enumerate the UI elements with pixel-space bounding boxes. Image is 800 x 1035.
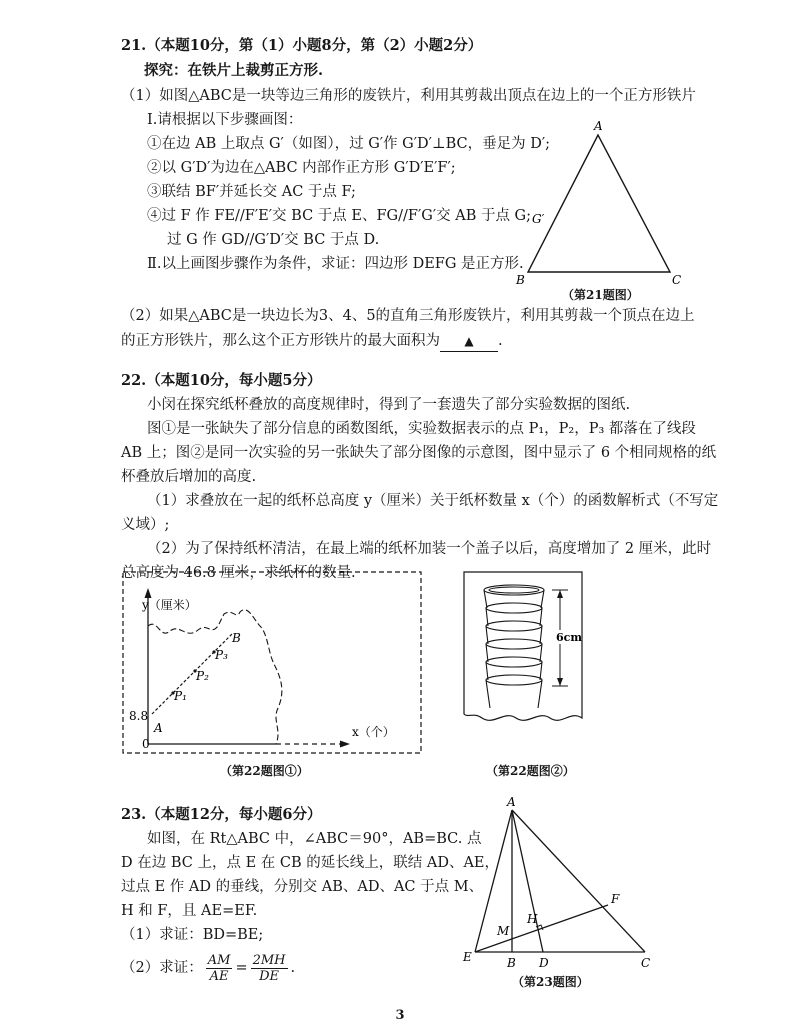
cup-stack xyxy=(484,585,544,708)
q22-part1-line1: （1）求叠放在一起的纸杯总高度 y（厘米）关于纸杯数量 x（个）的函数解析式（不写定 xyxy=(147,493,719,509)
q23-part2-end: . xyxy=(290,960,296,976)
segment-ad xyxy=(512,810,543,952)
q21-step-3: ③联结 BF′并延长交 AC 于点 F; xyxy=(147,184,356,200)
q21-prove: Ⅱ.以上画图步骤作为条件，求证：四边形 DEFG 是正方形. xyxy=(147,256,524,272)
q22-desc-1: 图①是一张缺失了部分信息的函数图纸，实验数据表示的点 P₁，P₂，P₃ 都落在了线段 xyxy=(147,421,696,437)
point-a-label: A xyxy=(154,721,163,735)
q21-figure xyxy=(500,115,700,305)
q22-figure1-graph xyxy=(118,568,430,758)
q21-step-4: ④过 F 作 FE//F′E′交 BC 于点 E、FG//F′G′交 AB 于点 G; xyxy=(147,208,532,224)
point-d-label: D xyxy=(539,956,549,970)
point-h-label: H xyxy=(527,912,538,926)
vertex-c-label: C xyxy=(672,273,682,287)
point-c-label: C xyxy=(641,956,651,970)
q22-intro: 小闵在探究纸杯叠放的高度规律时，得到了一套遗失了部分实验数据的图纸. xyxy=(147,397,631,413)
point-b-label: B xyxy=(232,631,241,645)
point-e-label: E xyxy=(463,950,472,964)
q23-part2 xyxy=(121,951,295,985)
q21-caption: （第21题图） xyxy=(562,288,639,302)
q22-caption-1: （第22题图①） xyxy=(220,764,309,778)
point-p2-label: P₂ xyxy=(196,669,209,683)
q21-step-intro: Ⅰ.请根据以下步骤画图： xyxy=(147,112,303,128)
vertex-b-label: B xyxy=(516,273,525,287)
x-axis-label: x（个） xyxy=(352,725,395,739)
q23-caption: （第23题图） xyxy=(512,975,589,989)
q23-text-1: 如图，在 Rt△ABC 中，∠ABC＝90°，AB=BC. 点 xyxy=(147,831,482,847)
q21-topic: 探究：在铁片上裁剪正方形. xyxy=(144,62,324,79)
q22-figure2-cups xyxy=(458,568,588,728)
q21-step-5: 过 G 作 GD//G′D′交 BC 于点 D. xyxy=(167,232,380,248)
q22-part2-line1: （2）为了保持纸杯清洁，在最上端的纸杯加装一个盖子以后，高度增加了 2 厘米，此时 xyxy=(147,541,712,557)
q22-desc-3: 杯叠放后增加的高度. xyxy=(121,469,257,485)
triangle-abc xyxy=(528,135,670,272)
vertex-a-label: A xyxy=(594,119,603,133)
q23-text-2: D 在边 BC 上，点 E 在 CB 的延长线上，联结 AD、AE， xyxy=(121,855,500,871)
torn-edge xyxy=(148,610,282,744)
q23-part1: （1）求证：BD=BE; xyxy=(121,927,264,943)
q23-header: 23.（本题12分，每小题6分） xyxy=(121,806,322,823)
fraction-2mh-de: $\frac{2MH}{DE}$ xyxy=(252,952,286,984)
q21-part2-line1: （2）如果△ABC是一块边长为3、4、5的直角三角形废铁片，利用其剪裁一个顶点在边上 xyxy=(121,308,695,324)
equals-sign: = xyxy=(235,960,248,976)
q21-step-1: ①在边 AB 上取点 G′（如图），过 G′作 G′D′⊥BC，垂足为 D′; xyxy=(147,136,551,152)
point-b-label: B xyxy=(507,956,516,970)
q21-part1: （1）如图△ABC是一块等边三角形的废铁片，利用其剪裁出顶点在边上的一个正方形铁片 xyxy=(121,88,696,104)
segment-ab xyxy=(152,633,233,714)
page-number: 3 xyxy=(395,1008,405,1023)
q23-text-3: 过点 E 作 AD 的垂线，分别交 AB、AD、AC 于点 M、 xyxy=(121,879,484,895)
point-g-label: G′ xyxy=(532,212,545,226)
q23-figure xyxy=(455,795,665,975)
point-a-label: A xyxy=(507,795,516,809)
height-label: 6cm xyxy=(556,631,582,644)
answer-blank: ▲ xyxy=(440,331,498,352)
q22-part1-line2: 义域）; xyxy=(121,517,170,533)
q22-desc-2: AB 上；图②是同一次实验的另一张缺失了部分图像的示意图，图中显示了 6 个相同规格的纸 xyxy=(121,445,717,461)
q22-header: 22.（本题10分，每小题5分） xyxy=(121,372,322,389)
origin-label: 0 xyxy=(142,737,150,751)
q21-step-2: ②以 G′D′为边在△ABC 内部作正方形 G′D′E′F′; xyxy=(147,160,456,176)
q21-part2-end: . xyxy=(498,333,503,349)
q21-header: 21.（本题10分，第（1）小题8分，第（2）小题2分） xyxy=(121,37,483,54)
point-p3-label: P₃ xyxy=(215,648,228,662)
q21-part2-text: 的正方形铁片，那么这个正方形铁片的最大面积为 xyxy=(121,333,440,349)
point-p1-label: P₁ xyxy=(174,689,187,703)
q23-part2-text: （2）求证： xyxy=(121,960,203,976)
fraction-am-ae: $\frac{AM}{AE}$ xyxy=(207,952,231,984)
y-intercept-label: 8.8 xyxy=(129,709,149,723)
y-axis-label: y（厘米） xyxy=(142,598,197,612)
q21-part2-line2 xyxy=(121,331,503,352)
q22-part2-line2: 总高度为 46.8 厘米，求纸杯的数量. xyxy=(121,565,356,581)
q22-caption-2: （第22题图②） xyxy=(486,764,575,778)
point-m-label: M xyxy=(497,924,510,938)
point-f-label: F xyxy=(611,892,620,906)
segment-ac xyxy=(512,810,645,952)
q23-text-4: H 和 F，且 AE=EF. xyxy=(121,903,258,919)
